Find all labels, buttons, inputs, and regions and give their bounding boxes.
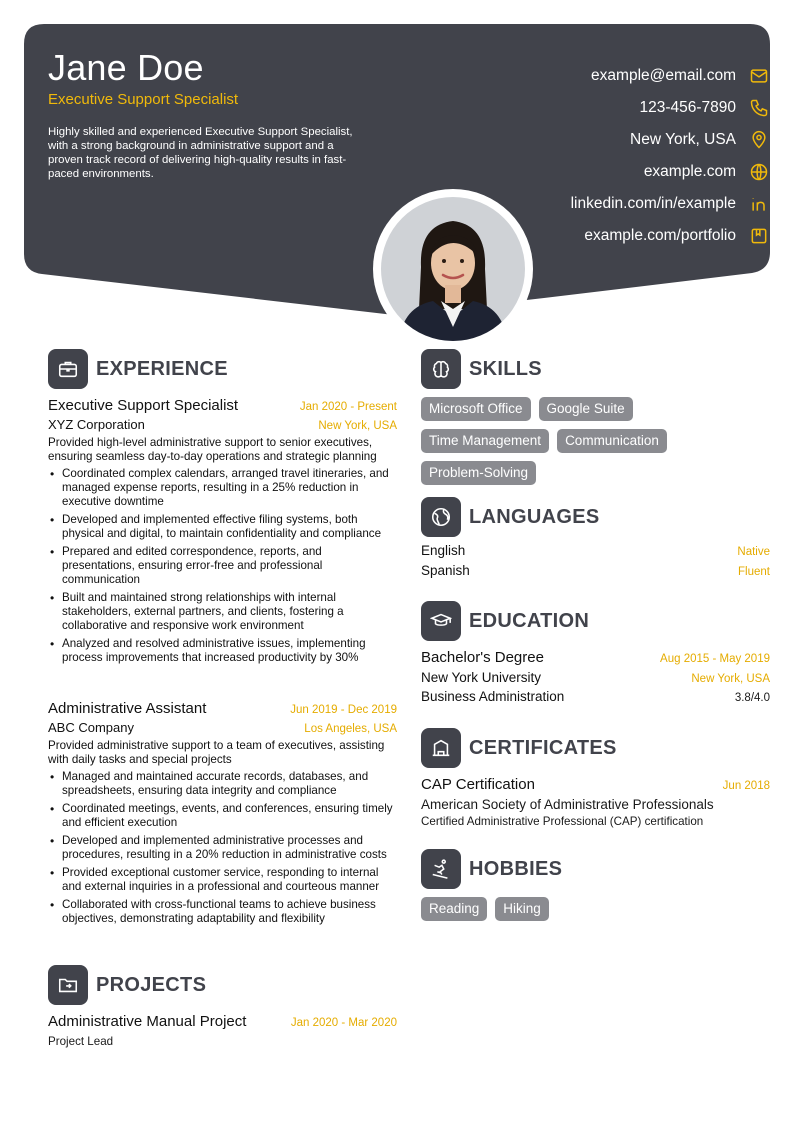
skills-section-header	[421, 349, 542, 389]
job-title: Administrative Assistant	[48, 700, 207, 717]
list-item: • Developed and implemented effective filing systems, both physical and digital, to maintain confidentiality and compliance	[48, 513, 397, 541]
profile-photo	[373, 189, 533, 349]
contact-portfolio[interactable]	[584, 224, 770, 248]
contact-phone-text: 123-456-7890	[639, 99, 736, 116]
job-dates: Jan 2020 - Present	[299, 401, 397, 413]
list-item: • Developed and implemented administrative processes and procedures, resulting in a 20% reduction in administrative costs	[48, 834, 397, 862]
list-item: • Managed and maintained accurate records, databases, and spreadsheets, ensuring data integrity and compliance	[48, 770, 397, 798]
hobbies-heading: HOBBIES	[469, 857, 563, 880]
projects-heading: PROJECTS	[96, 973, 207, 996]
job-location: Los Angeles, USA	[304, 723, 397, 735]
list-item: • Provided exceptional customer service, responding to internal and external inquiries in a professional and courteous manner	[48, 866, 397, 894]
school-location: New York, USA	[691, 673, 770, 685]
job-dates: Jun 2019 - Dec 2019	[290, 704, 397, 716]
list-item: • Coordinated meetings, events, and conferences, ensuring timely and efficient execution	[48, 802, 397, 830]
skiing-icon	[421, 849, 461, 889]
job-description: Provided administrative support to a team of executives, assisting with daily tasks and special projects	[48, 739, 385, 766]
language-level: Fluent	[738, 566, 770, 578]
folder-icon	[48, 965, 88, 1005]
brain-icon	[421, 349, 461, 389]
globe-icon	[748, 161, 770, 183]
contact-portfolio-text: example.com/portfolio	[584, 227, 736, 244]
job-achievements	[48, 467, 397, 665]
phone-icon	[748, 97, 770, 119]
contact-email[interactable]	[591, 64, 770, 88]
portfolio-icon	[748, 225, 770, 247]
list-item: • Coordinated complex calendars, arranged travel itineraries, and managed expense reports, resulting in a 25% reduction in executive downtime	[48, 467, 397, 509]
certificate-name: CAP Certification	[421, 776, 535, 793]
experience-entry-1	[48, 397, 397, 669]
experience-heading: EXPERIENCE	[96, 357, 228, 380]
institution-icon	[421, 728, 461, 768]
job-location: New York, USA	[318, 420, 397, 432]
project-dates: Jan 2020 - Mar 2020	[290, 1017, 397, 1029]
list-item: • Prepared and edited correspondence, reports, and presentations, ensuring error-free and professional communication	[48, 545, 397, 587]
job-description: Provided high-level administrative support to senior executives, ensuring seamless day-to-day operations and strategic planning	[48, 436, 377, 463]
contact-location-text: New York, USA	[630, 131, 736, 148]
certificate-entry	[421, 776, 770, 828]
experience-entry-2	[48, 700, 397, 930]
languages-list	[421, 543, 770, 583]
education-dates: Aug 2015 - May 2019	[660, 653, 770, 665]
candidate-name: Jane Doe	[48, 47, 204, 88]
company-name: XYZ Corporation	[48, 417, 145, 432]
hobby-chip: Hiking	[495, 897, 549, 921]
skill-chip: Microsoft Office	[421, 397, 531, 421]
education-section-header	[421, 601, 589, 641]
hobbies-section-header	[421, 849, 562, 889]
company-name: ABC Company	[48, 720, 134, 735]
list-item: • Analyzed and resolved administrative issues, implementing process improvements that increased productivity by 30%	[48, 637, 397, 665]
contact-phone[interactable]	[639, 96, 770, 120]
experience-section-header	[48, 349, 228, 389]
languages-section-header	[421, 497, 599, 537]
list-item: • Built and maintained strong relationships with internal stakeholders, external partners, and clients, fostering a collaborative and responsive work environment	[48, 591, 397, 633]
gpa: 3.8/4.0	[734, 692, 770, 704]
contact-location	[630, 128, 770, 152]
language-name: English	[421, 543, 466, 558]
degree-name: Bachelor's Degree	[421, 649, 544, 666]
graduation-cap-icon	[421, 601, 461, 641]
skill-chip: Time Management	[421, 429, 549, 453]
language-row	[421, 563, 770, 583]
linkedin-icon	[748, 193, 770, 215]
field-of-study: Business Administration	[421, 689, 565, 704]
skill-chip: Problem-Solving	[421, 461, 536, 485]
project-entry	[48, 1013, 397, 1048]
job-title: Executive Support Specialist	[48, 397, 239, 414]
skill-chip: Communication	[557, 429, 667, 453]
certificates-section-header	[421, 728, 617, 768]
school-name: New York University	[421, 670, 542, 685]
education-heading: EDUCATION	[469, 609, 590, 632]
contact-website[interactable]	[644, 160, 770, 184]
contact-email-text: example@email.com	[591, 67, 736, 84]
languages-heading: LANGUAGES	[469, 505, 600, 528]
briefcase-icon	[48, 349, 88, 389]
project-role: Project Lead	[48, 1035, 114, 1048]
certificate-issuer: American Society of Administrative Professionals	[421, 797, 714, 812]
hobby-chip: Reading	[421, 897, 487, 921]
skills-heading: SKILLS	[469, 357, 542, 380]
certificates-heading: CERTIFICATES	[469, 736, 617, 759]
project-title: Administrative Manual Project	[48, 1013, 247, 1030]
projects-section-header	[48, 965, 206, 1005]
certificate-description: Certified Administrative Professional (CAP) certification	[421, 815, 704, 828]
contact-linkedin-text: linkedin.com/in/example	[570, 195, 736, 212]
language-name: Spanish	[421, 563, 470, 578]
education-entry	[421, 649, 770, 704]
skill-chip: Google Suite	[539, 397, 633, 421]
avatar	[381, 197, 525, 341]
language-level: Native	[737, 546, 770, 558]
mail-icon	[748, 65, 770, 87]
language-row	[421, 543, 770, 563]
skills-list	[421, 397, 681, 485]
job-achievements	[48, 770, 397, 926]
contact-website-text: example.com	[643, 163, 736, 180]
profile-summary: Highly skilled and experienced Executive Support Specialist, with a strong background in administrative support and a proven track record of delivering high-quality results in fast-paced environments.	[48, 126, 353, 180]
contact-linkedin[interactable]	[571, 192, 770, 216]
location-pin-icon	[748, 129, 770, 151]
language-globe-icon	[421, 497, 461, 537]
list-item: • Collaborated with cross-functional teams to achieve business objectives, demonstrating adaptability and flexibility	[48, 898, 397, 926]
hobbies-list	[421, 897, 770, 921]
certificate-date: Jun 2018	[722, 780, 770, 792]
candidate-title: Executive Support Specialist	[48, 91, 239, 108]
